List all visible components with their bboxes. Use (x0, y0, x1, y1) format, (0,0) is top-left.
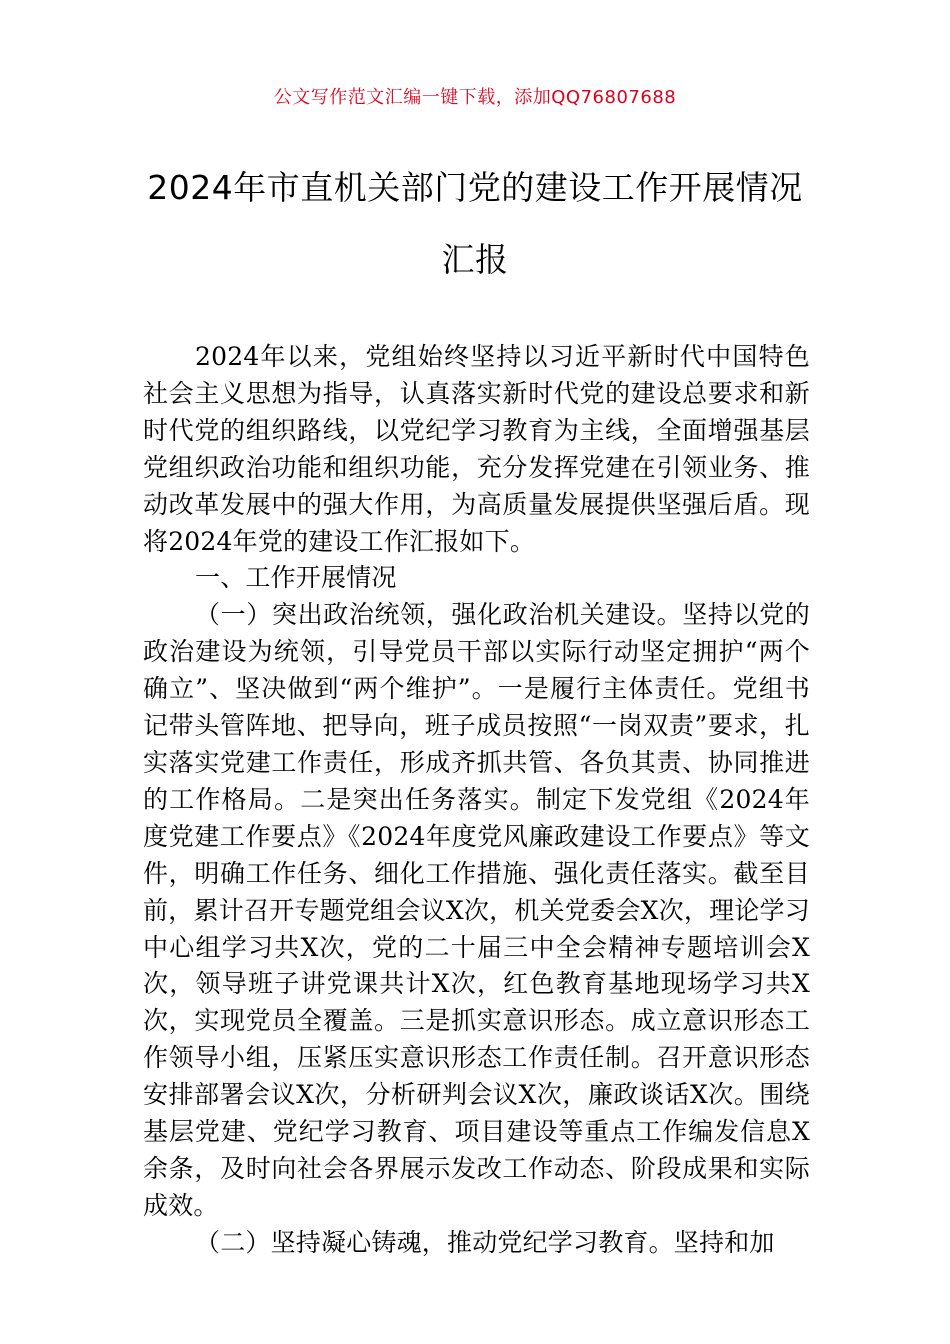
subsection-paragraph: （一）突出政治统领，强化政治机关建设。坚持以党的政治建设为统领，引导党员干部以实际行动坚定拥护“两个确立”、坚决做到“两个维护”。一是履行主体责任。党组书记带头管阵地、把导向，班子成员按照“一岗双责”要求，扎实落实党建工作责任，形成齐抓共管、各负其责、协同推进的工作格局。二是突出任务落实。制定下发党组《2024年度党建工作要点》《2024年度党风廉政建设工作要点》等文件，明确工作任务、细化工作措施、强化责任落实。截至目前，累计召开专题党组会议X次，机关党委会X次，理论学习中心组学习共X次，党的二十届三中全会精神专题培训会X次，领导班子讲党课共计X次，红色教育基地现场学习共X次，实现党员全覆盖。三是抓实意识形态。成立意识形态工作领导小组，压紧压实意识形态工作责任制。召开意识形态安排部署会议X次，分析研判会议X次，廉政谈话X次。围绕基层党建、党纪学习教育、项目建设等重点工作编发信息X余条，及时向社会各界展示发改工作动态、阶段成果和实际成效。 (143, 600, 810, 1220)
document-title: 2024年市直机关部门党的建设工作开展情况汇报 (147, 168, 803, 279)
subsection-paragraph: （二）坚持凝心铸魂，推动党纪学习教育。坚持和加 (195, 1227, 775, 1257)
section-heading: 一、工作开展情况 (195, 563, 397, 593)
download-banner: 公文写作范文汇编一键下载，添加QQ76807688 (273, 87, 677, 108)
document-body (143, 339, 810, 1262)
intro-paragraph: 2024年以来，党组始终坚持以习近平新时代中国特色社会主义思想为指导，认真落实新时代党的建设总要求和新时代党的组织路线，以党纪学习教育为主线，全面增强基层党组织政治功能和组织功能，充分发挥党建在引领业务、推动改革发展中的强大作用，为高质量发展提供坚强后盾。现将2024年党的建设工作汇报如下。 (143, 342, 810, 556)
